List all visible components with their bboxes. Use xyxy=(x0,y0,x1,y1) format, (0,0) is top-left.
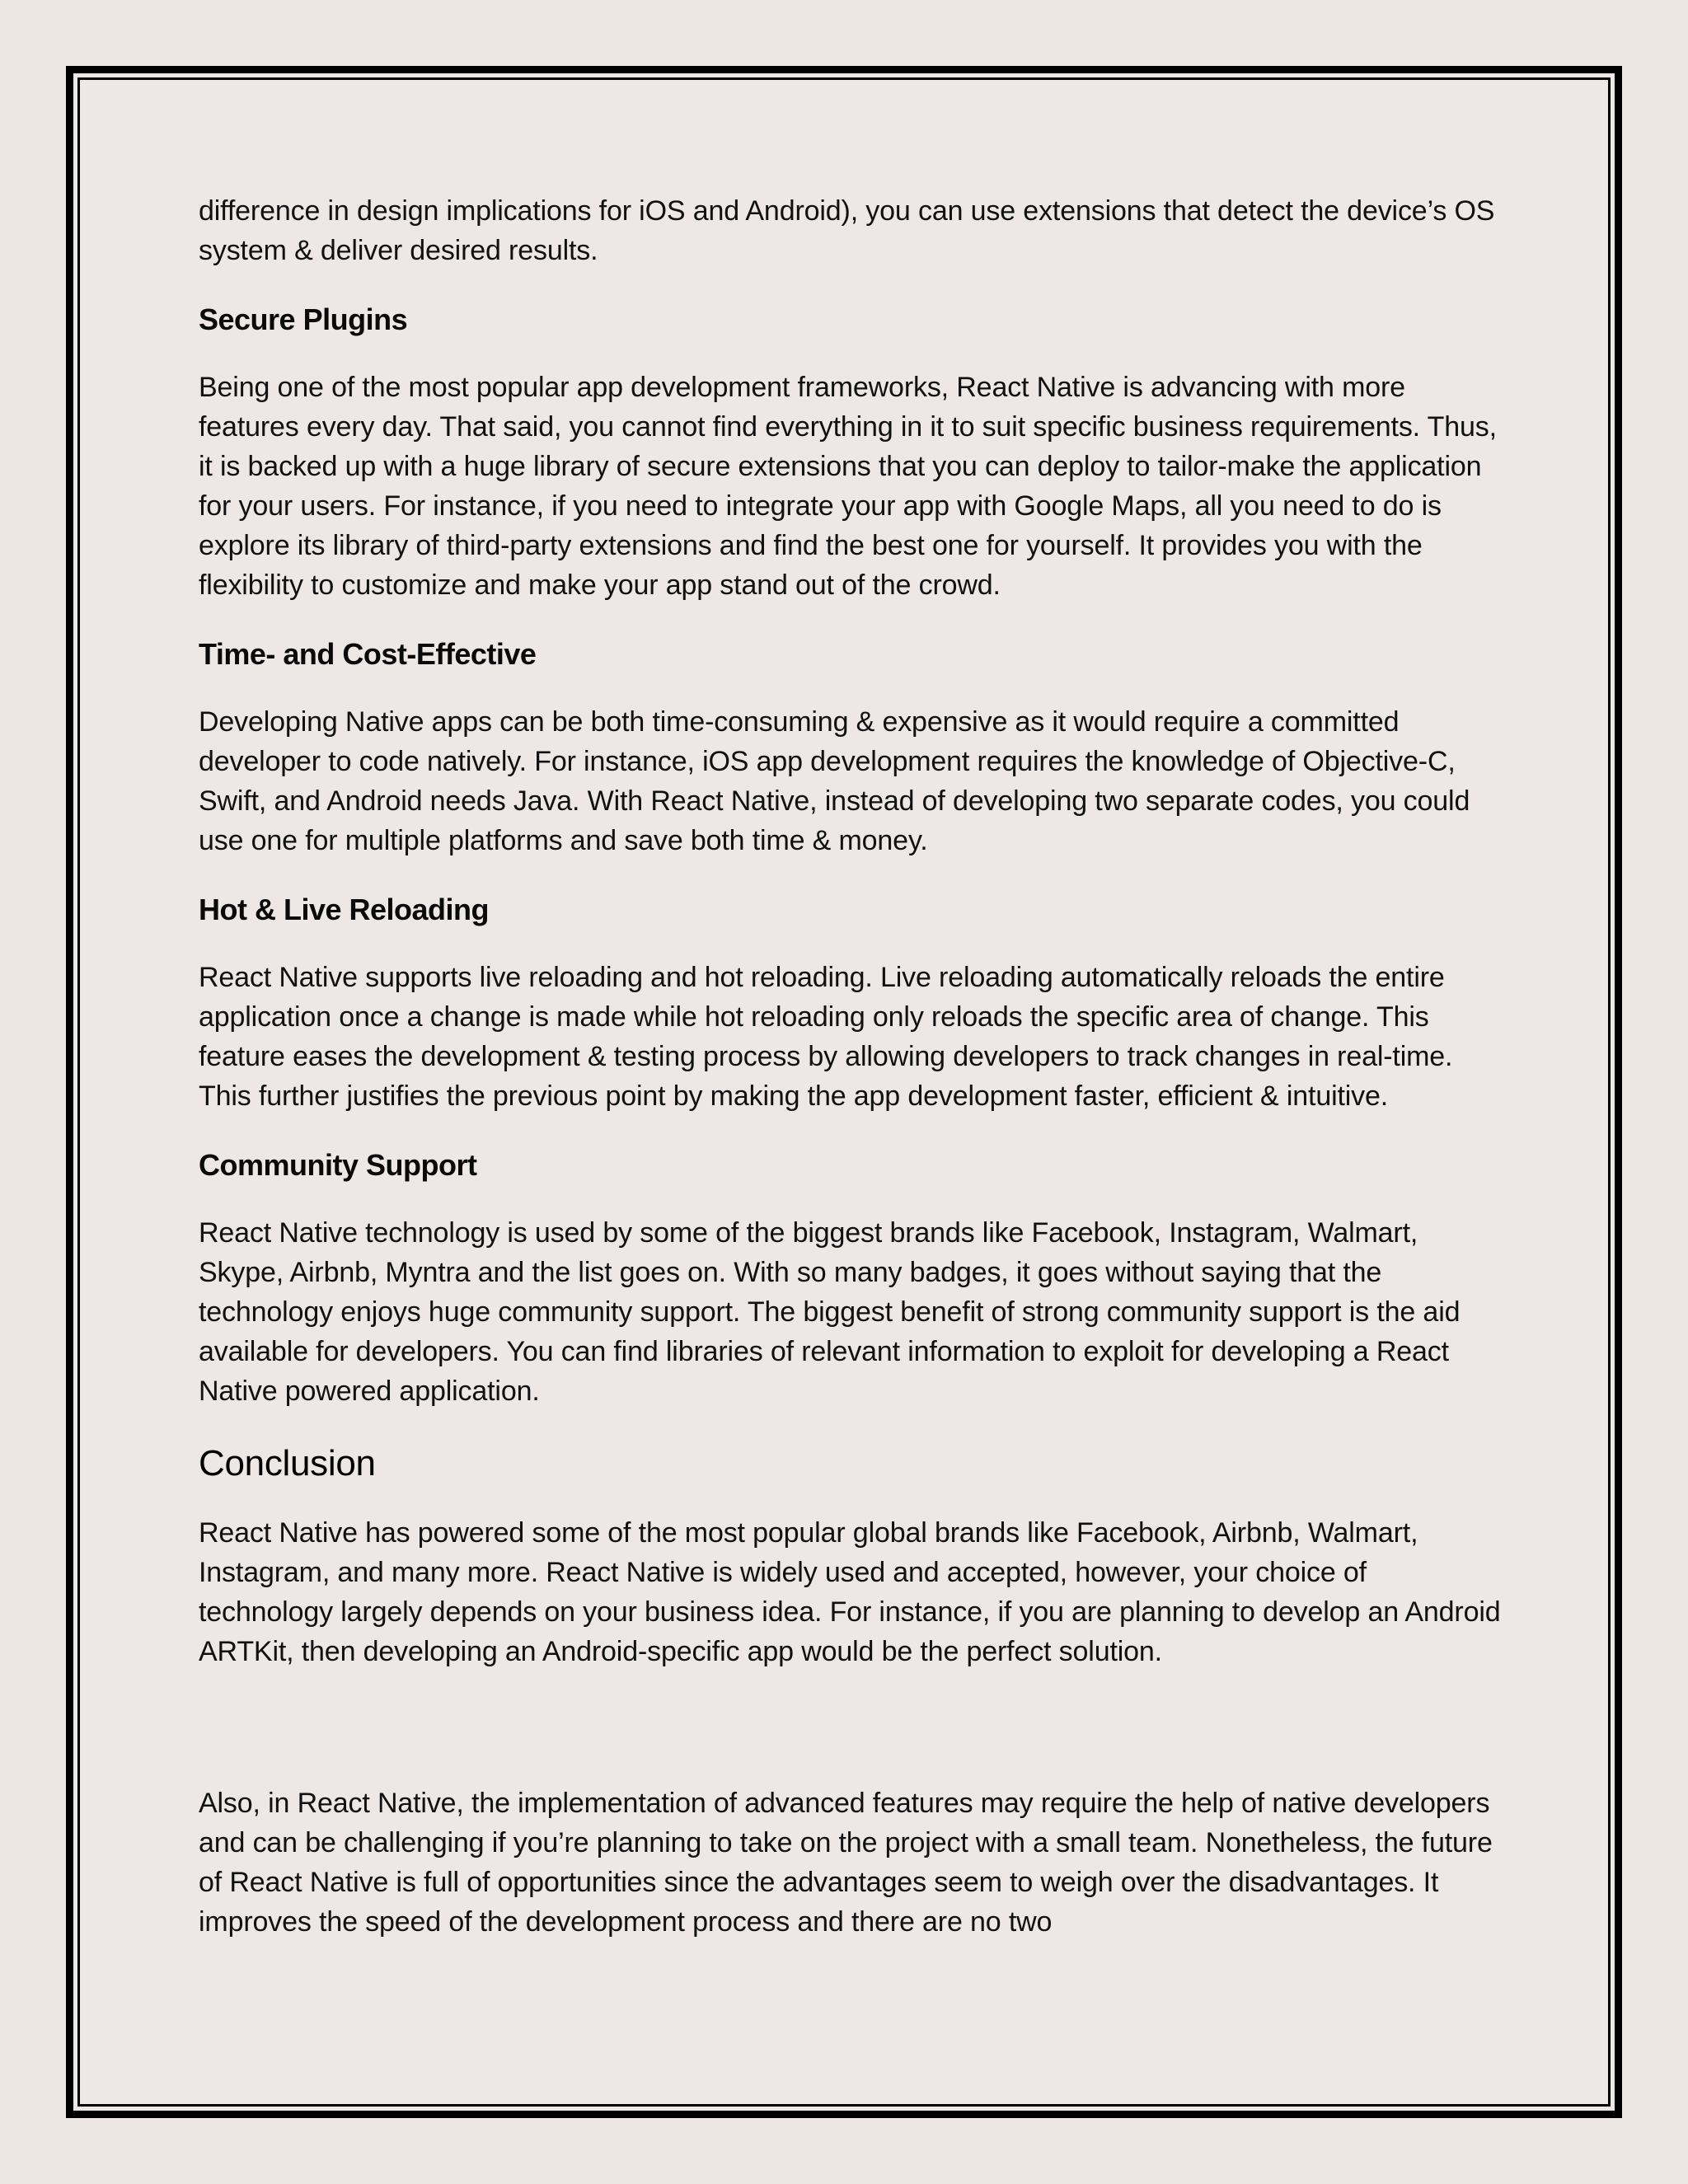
paragraph-secure-plugins: Being one of the most popular app development frameworks, React Native is advancing with more features every day. That said, you cannot find everything in it to suit specific business requirements. Thus, it is backed up with a huge library of secure extensions that you can deploy to tailor-make the application for your users. For instance, if you need to integrate your app with Google Maps, all you need to do is explore its library of third-party extensions and find the best one for yourself. It provides you with the flexibility to customize and make your app stand out of the crowd. xyxy=(199,372,1497,601)
heading-conclusion: Conclusion xyxy=(199,1443,376,1483)
heading-hot-live-reloading: Hot & Live Reloading xyxy=(199,893,490,926)
paragraph-gap xyxy=(199,1701,1501,1783)
document-body xyxy=(199,191,1501,1971)
paragraph-hot-live-reloading: React Native supports live reloading and hot reloading. Live reloading automatically reloads the entire application once a change is made while hot reloading only reloads the specific area of change. This feature eases the development & testing process by allowing developers to track changes in real-time. This further justifies the previous point by making the app development faster, efficient & intuitive. xyxy=(199,962,1453,1112)
paragraph-conclusion-2: Also, in React Native, the implementation of advanced features may require the help of native developers and can be challenging if you’re planning to take on the project with a small team. Nonetheless, the future of React Native is full of opportunities since the advantages seem to weigh over the disadvantages. It improves the speed of the development process and there are no two xyxy=(199,1788,1493,1938)
heading-secure-plugins: Secure Plugins xyxy=(199,302,408,336)
paragraph-conclusion-1: React Native has powered some of the most popular global brands like Facebook, Airbnb, Walmart, Instagram, and many more. React Native is widely used and accepted, however, your choice of technology largely depends on your business idea. For instance, if you are planning to develop an Android ARTKit, then developing an Android-specific app would be the perfect solution. xyxy=(199,1517,1501,1667)
paragraph-community-support: React Native technology is used by some of the biggest brands like Facebook, Instagram, Walmart, Skype, Airbnb, Myntra and the list goes on. With so many badges, it goes without saying that the technology enjoys huge community support. The biggest benefit of strong community support is the aid available for developers. You can find libraries of relevant information to exploit for developing a React Native powered application. xyxy=(199,1217,1461,1407)
heading-community-support: Community Support xyxy=(199,1148,477,1182)
heading-time-cost-effective: Time- and Cost-Effective xyxy=(199,637,537,671)
paragraph-time-cost-effective: Developing Native apps can be both time-consuming & expensive as it would require a committed developer to code natively. For instance, iOS app development requires the knowledge of Objective-C, Swift, and Android needs Java. With React Native, instead of developing two separate codes, you could use one for multiple platforms and save both time & money. xyxy=(199,706,1470,856)
intro-paragraph: difference in design implications for iOS and Android), you can use extensions that detect the device’s OS system & deliver desired results. xyxy=(199,195,1495,266)
